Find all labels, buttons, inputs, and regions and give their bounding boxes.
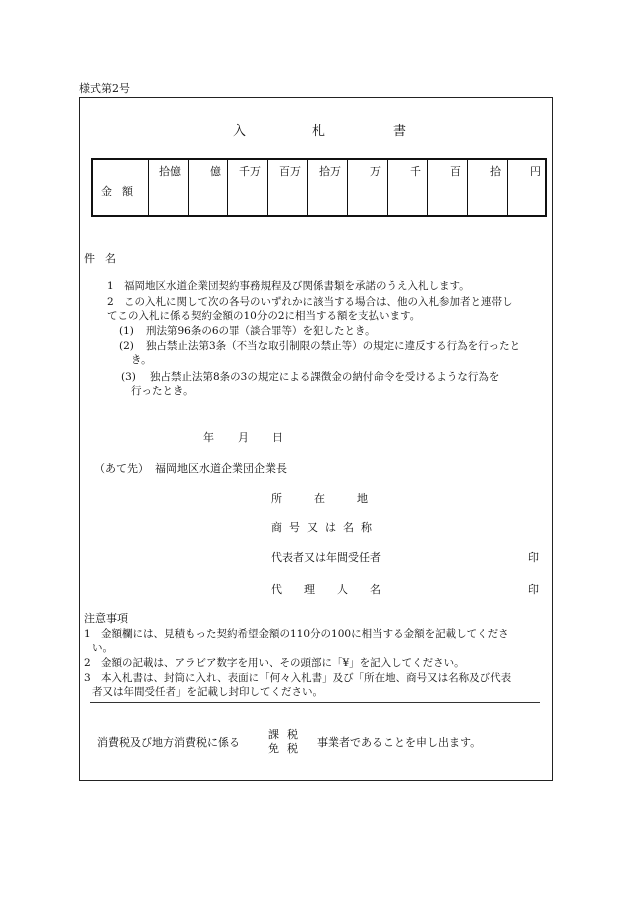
sub-1-text: 刑法第96条の6の罪（談合罪等）を犯したとき。 (146, 325, 376, 337)
field-representative-label: 代表者又は年間受任者 (271, 551, 381, 564)
amount-table (91, 158, 547, 217)
unit-header: 百万 (279, 165, 301, 178)
note-1-line-2: い。 (92, 642, 113, 654)
date-day: 日 (272, 431, 283, 444)
note-2-text: 金額の記載は、アラビア数字を用い、その頭部に「¥」を記入してください。 (101, 657, 465, 669)
note-1-line-1: 金額欄には、見積もった契約希望金額の110分の100に相当する金額を記載してくださ (101, 628, 509, 640)
unit-header: 千 (410, 165, 421, 178)
unit-header: 円 (530, 165, 541, 178)
unit-header: 百 (450, 165, 461, 178)
sub-1-number: (1) (119, 325, 134, 337)
form-number: 様式第2号 (79, 82, 130, 95)
sub-3-line-2: 行ったとき。 (131, 385, 194, 397)
tax-exempt-option[interactable]: 免税 (268, 742, 306, 755)
subject-label: 件名 (84, 252, 126, 265)
field-address-label: 所在地 (271, 492, 400, 505)
unit-header: 万 (370, 165, 381, 178)
note-2-number: 2 (84, 657, 91, 669)
note-3-number: 3 (84, 672, 91, 684)
notes-divider (90, 702, 540, 703)
clause-2-line-2: てこの入札に係る契約金額の10分の2に相当する額を支払います。 (107, 310, 421, 322)
seal-mark: 印 (528, 583, 539, 596)
sub-3-line-1: 独占禁止法第8条の3の規定による課徴金の納付命令を受けるような行為を (150, 371, 500, 383)
unit-header: 千万 (239, 165, 261, 178)
clause-1-number: 1 (107, 280, 114, 292)
field-agent-label: 代理人名 (271, 583, 403, 596)
date-year: 年 (203, 431, 214, 444)
date-month: 月 (238, 431, 249, 444)
title-char-3: 書 (393, 124, 407, 139)
title-char-1: 入 (233, 124, 247, 139)
tax-prefix: 消費税及び地方消費税に係る (97, 736, 240, 749)
tax-taxable-option[interactable]: 課税 (268, 728, 306, 741)
note-1-number: 1 (84, 628, 91, 640)
sub-2-number: (2) (119, 340, 134, 352)
notes-heading: 注意事項 (84, 612, 128, 625)
unit-header: 拾 (490, 165, 501, 178)
clause-2-line-1: この入札に関して次の各号のいずれかに該当する場合は、他の入札参加者と連帯し (124, 296, 513, 308)
sub-2-line-2: き。 (131, 354, 152, 366)
unit-header: 拾億 (159, 165, 181, 178)
clause-1-text: 福岡地区水道企業団契約事務規程及び関係書類を承諾のうえ入札します。 (124, 280, 470, 292)
addressee-label: （あて先） (94, 462, 149, 475)
note-3-line-1: 本入札書は、封筒に入れ、表面に「何々入札書」及び「所在地、商号又は名称及び代表 (101, 672, 512, 684)
clause-2-number: 2 (107, 296, 114, 308)
tax-suffix: 事業者であることを申し出ます。 (317, 736, 482, 749)
unit-header: 億 (210, 165, 221, 178)
addressee-name: 福岡地区水道企業団企業長 (155, 462, 287, 475)
seal-mark: 印 (528, 551, 539, 564)
field-company-name-label: 商号又は名称 (271, 521, 379, 534)
amount-label: 金額 (101, 185, 143, 198)
note-3-line-2: 者又は年間受任者」を記載し封印してください。 (92, 686, 323, 698)
tax-status-choice[interactable] (268, 728, 306, 756)
unit-header: 拾万 (319, 165, 341, 178)
title-char-2: 札 (312, 124, 326, 139)
sub-3-number: (3) (121, 371, 136, 383)
sub-2-line-1: 独占禁止法第3条（不当な取引制限の禁止等）の規定に違反する行為を行ったと (146, 340, 521, 352)
